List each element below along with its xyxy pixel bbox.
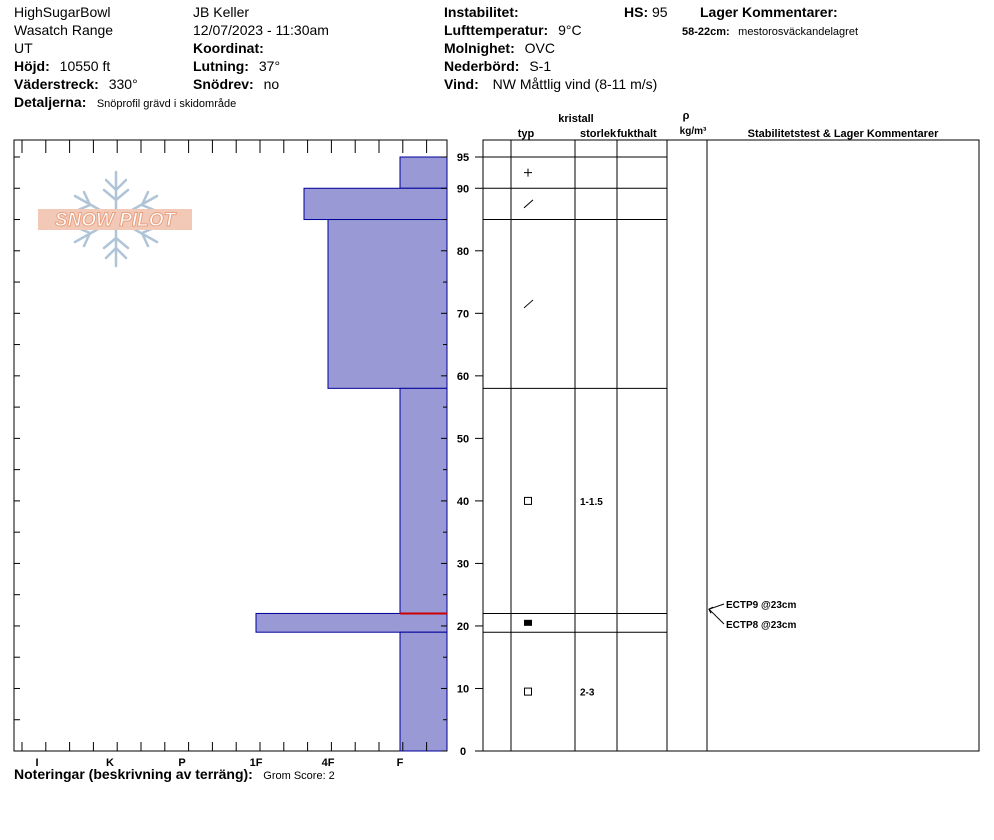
coordinate-field (193, 40, 264, 56)
details-label: Detaljerna: (14, 94, 87, 110)
stability-test-pointer (709, 609, 724, 624)
hardness-layer-bar-2 (328, 220, 447, 389)
crystal-symbol-square (525, 497, 532, 504)
drift-label: Snödrev: (193, 76, 254, 92)
depth-tick-label: 40 (456, 495, 470, 508)
precipitation-value: S-1 (529, 58, 552, 74)
depth-tick-label: 0 (459, 746, 467, 758)
layer-table-frame (483, 140, 979, 751)
col-kristall-header: kristall (558, 113, 594, 125)
crystal-symbol-slash (524, 200, 533, 208)
hardness-chart (14, 140, 483, 769)
hardness-layer-bar-4 (256, 613, 447, 632)
cloud-value: OVC (524, 40, 555, 56)
wind-label: Vind: (444, 76, 479, 92)
layer-comment-text: mestorosväckandelagret (738, 26, 858, 38)
col-typ-header: typ (517, 128, 535, 140)
crystal-symbol-square (525, 688, 532, 695)
crystal-symbol-slash (524, 300, 533, 308)
col-stability-header: Stabilitetstest & Lager Kommentarer (747, 128, 939, 140)
depth-tick-label: 95 (456, 152, 470, 164)
snow-height-value: 95 (652, 4, 668, 20)
depth-tick-label: 50 (456, 433, 470, 446)
drift-value: no (263, 76, 280, 92)
aspect-field (14, 76, 138, 92)
layer-comment-entry (682, 22, 858, 39)
stability-test-label-1: ECTP8 @23cm (726, 620, 797, 631)
layer-comment-depth: 58-22cm: (682, 26, 730, 38)
instability-field (444, 4, 519, 20)
crystal-symbol-filled-square (524, 620, 532, 626)
state-name: UT (14, 40, 33, 56)
details-value: Snöprofil grävd i skidområde (96, 98, 237, 110)
air-temperature-value: 9°C (558, 22, 582, 38)
snowpilot-logo (38, 172, 192, 266)
hardness-layer-bar-5 (400, 632, 447, 751)
hardness-layer-bar-0 (400, 157, 447, 188)
hardness-tick-label-P: P (178, 757, 186, 769)
precipitation-label: Nederbörd: (444, 58, 520, 74)
col-fukthalt-header: fukthalt (617, 128, 657, 140)
col-storlek-header: storlek (580, 128, 617, 140)
slope-value: 37° (258, 58, 281, 74)
slope-field (193, 58, 280, 74)
logo-text: SNOW PILOT (54, 210, 176, 231)
hardness-tick-label-F: F (396, 757, 404, 769)
drift-field (193, 76, 279, 92)
depth-tick-label: 70 (456, 308, 470, 321)
notes-label: Noteringar (beskrivning av terräng): (14, 766, 253, 782)
coordinate-label: Koordinat: (193, 40, 264, 56)
elevation-value: 10550 ft (59, 58, 111, 74)
air-temperature-label: Lufttemperatur: (444, 22, 549, 38)
depth-tick-label: 20 (456, 620, 470, 633)
hardness-tick-label-1F: 1F (249, 757, 263, 769)
hardness-tick-label-K: K (106, 757, 114, 769)
precipitation-field (444, 58, 551, 74)
instability-label: Instabilitet: (444, 4, 519, 20)
hardness-tick-label-I: I (35, 757, 39, 769)
notes-field (14, 766, 335, 783)
depth-tick-label: 90 (456, 183, 470, 196)
crystal-size-label-3: 1-1.5 (580, 496, 603, 508)
layer-comments-label: Lager Kommentarer: (700, 4, 838, 20)
air-temperature-field (444, 22, 582, 38)
layer-table (483, 110, 979, 751)
elevation-label: Höjd: (14, 58, 50, 74)
notes-value: Grom Score: 2 (263, 770, 335, 782)
wind-value: NW Måttlig vind (8-11 m/s) (492, 76, 658, 92)
slope-label: Lutning: (193, 58, 249, 74)
aspect-value: 330° (108, 76, 138, 92)
cloud-label: Molnighet: (444, 40, 515, 56)
details-field (14, 94, 236, 111)
depth-tick-label: 80 (456, 245, 470, 258)
cloud-field (444, 40, 555, 56)
hardness-tick-label-4F: 4F (321, 757, 335, 769)
wind-field (444, 76, 657, 92)
crystal-size-label-5: 2-3 (580, 687, 595, 699)
elevation-field (14, 58, 110, 74)
observer-name: JB Keller (193, 4, 250, 20)
aspect-label: Väderstreck: (14, 76, 99, 92)
depth-tick-label: 60 (456, 370, 470, 383)
depth-tick-label: 30 (456, 558, 470, 571)
depth-tick-label: 10 (456, 683, 470, 696)
range-name: Wasatch Range (14, 22, 114, 38)
stability-test-label-0: ECTP9 @23cm (726, 600, 797, 611)
header (14, 4, 858, 111)
col-rho-header: ρ (682, 110, 690, 122)
snow-height-field (624, 4, 668, 20)
col-density-unit: kg/m³ (679, 126, 707, 137)
hardness-layer-bar-3 (400, 388, 447, 613)
location-name: HighSugarBowl (14, 4, 111, 20)
hardness-layer-bar-1 (304, 188, 447, 219)
snow-height-label: HS: (624, 4, 649, 20)
observation-datetime: 12/07/2023 - 11:30am (193, 22, 329, 38)
